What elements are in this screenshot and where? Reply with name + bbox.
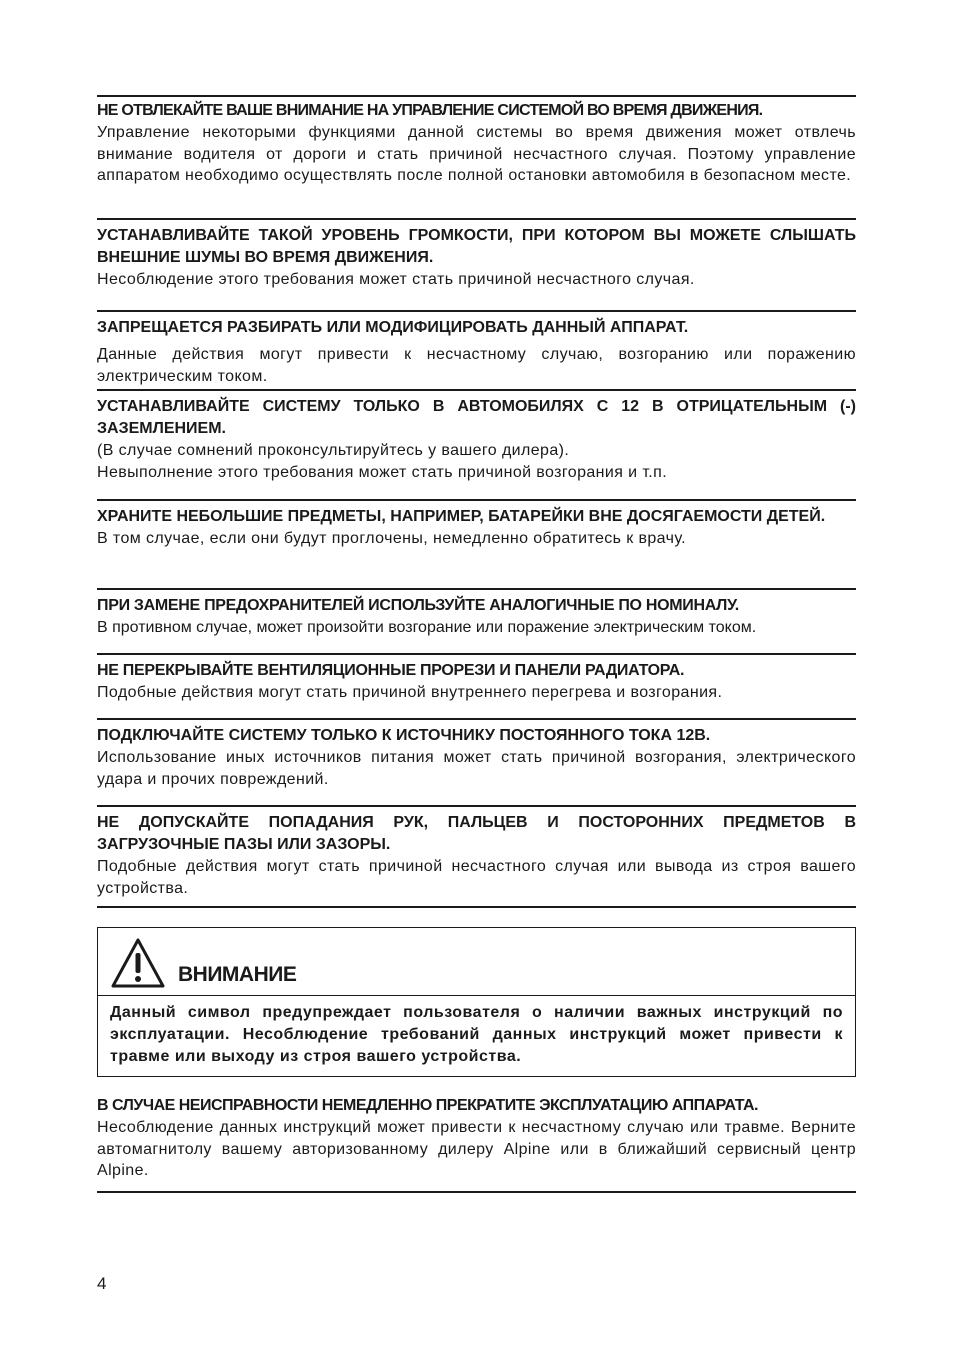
section-body: Управление некоторыми функциями данной системы во время движения может отвлечь внимание водителя от дороги и стать причиной несчастного случая. Поэтому управление аппаратом необходимо осуществлять после полной остановки автомобиля в безопасном месте. <box>97 124 856 184</box>
document-page <box>97 0 856 1193</box>
section-body <box>97 440 856 483</box>
warning-triangle-icon <box>110 937 166 989</box>
caution-header <box>98 928 855 996</box>
section-ventilation <box>97 655 856 718</box>
section-heading: ПРИ ЗАМЕНЕ ПРЕДОХРАНИТЕЛЕЙ ИСПОЛЬЗУЙТЕ АНАЛОГИЧНЫЕ ПО НОМИНАЛУ. <box>97 597 739 614</box>
section-body: Данные действия могут привести к несчастному случаю, возгоранию или поражению электрическим током. <box>97 346 856 385</box>
caution-box <box>97 927 856 1077</box>
section-heading: ЗАПРЕЩАЕТСЯ РАЗБИРАТЬ ИЛИ МОДИФИЦИРОВАТЬ ДАННЫЙ АППАРАТ. <box>97 319 689 336</box>
section-heading: НЕ ДОПУСКАЙТЕ ПОПАДАНИЯ РУК, ПАЛЬЦЕВ И ПОСТОРОННИХ ПРЕДМЕТОВ В ЗАГРУЗОЧНЫЕ ПАЗЫ ИЛИ ЗАЗОРЫ. <box>97 814 856 853</box>
section-heading: УСТАНАВЛИВАЙТЕ СИСТЕМУ ТОЛЬКО В АВТОМОБИЛЯХ С 12 В ОТРИЦАТЕЛЬНЫМ (-) ЗАЗЕМЛЕНИЕМ. <box>97 398 856 437</box>
section-slots <box>97 807 856 906</box>
section-distraction <box>97 97 856 218</box>
section-heading: В СЛУЧАЕ НЕИСПРАВНОСТИ НЕМЕДЛЕННО ПРЕКРАТИТЕ ЭКСПЛУАТАЦИЮ АППАРАТА. <box>97 1097 758 1114</box>
page-number: 4 <box>97 1274 107 1293</box>
section-body: Несоблюдение данных инструкций может привести к несчастному случаю или травме. Верните автомагнитолу вашему авторизованному дилеру Alpine или в ближайший сервисный центр Alpine. <box>97 1119 856 1179</box>
section-heading: НЕ ПЕРЕКРЫВАЙТЕ ВЕНТИЛЯЦИОННЫЕ ПРОРЕЗИ И ПАНЕЛИ РАДИАТОРА. <box>97 662 685 679</box>
section-grounding <box>97 391 856 499</box>
section-body: В противном случае, может произойти возгорание или поражение электрическим током. <box>97 619 757 636</box>
section-body-line: Невыполнение этого требования может стать причиной возгорания и т.п. <box>97 463 668 481</box>
section-disassembly <box>97 312 856 389</box>
section-heading: ХРАНИТЕ НЕБОЛЬШИЕ ПРЕДМЕТЫ, НАПРИМЕР, БАТАРЕЙКИ ВНЕ ДОСЯГАЕМОСТИ ДЕТЕЙ. <box>97 508 826 525</box>
caution-title: ВНИМАНИЕ <box>178 963 297 986</box>
section-small-objects <box>97 501 856 588</box>
section-heading: НЕ ОТВЛЕКАЙТЕ ВАШЕ ВНИМАНИЕ НА УПРАВЛЕНИЕ СИСТЕМОЙ ВО ВРЕМЯ ДВИЖЕНИЯ. <box>97 102 763 119</box>
section-body: Подобные действия могут стать причиной несчастного случая или вывода из строя вашего устройства. <box>97 858 856 897</box>
section-divider <box>97 906 856 908</box>
section-heading: УСТАНАВЛИВАЙТЕ ТАКОЙ УРОВЕНЬ ГРОМКОСТИ, ПРИ КОТОРОМ ВЫ МОЖЕТЕ СЛЫШАТЬ ВНЕШНИЕ ШУМЫ ВО ВРЕМЯ ДВИЖЕНИЯ. <box>97 227 856 266</box>
caution-text: Данный символ предупреждает пользователя о наличии важных инструкций по эксплуатации. Несоблюдение требований данных инструкций может привести к травме или выходу из строя вашего устройства. <box>110 1004 843 1065</box>
section-body: Использование иных источников питания может стать причиной возгорания, электрического удара и прочих повреждений. <box>97 749 856 788</box>
section-body-line: (В случае сомнений проконсультируйтесь у вашего дилера). <box>97 442 570 459</box>
section-volume <box>97 220 856 310</box>
section-heading: ПОДКЛЮЧАЙТЕ СИСТЕМУ ТОЛЬКО К ИСТОЧНИКУ ПОСТОЯННОГО ТОКА 12В. <box>97 727 711 744</box>
section-body: Несоблюдение этого требования может стать причиной несчастного случая. <box>97 271 695 288</box>
section-fuses <box>97 590 856 653</box>
section-body: Подобные действия могут стать причиной внутреннего перегрева и возгорания. <box>97 684 723 701</box>
section-power-supply <box>97 720 856 805</box>
section-body: В том случае, если они будут проглочены, немедленно обратитесь к врачу. <box>97 530 687 547</box>
section-malfunction <box>97 1077 856 1191</box>
section-divider <box>97 1191 856 1193</box>
